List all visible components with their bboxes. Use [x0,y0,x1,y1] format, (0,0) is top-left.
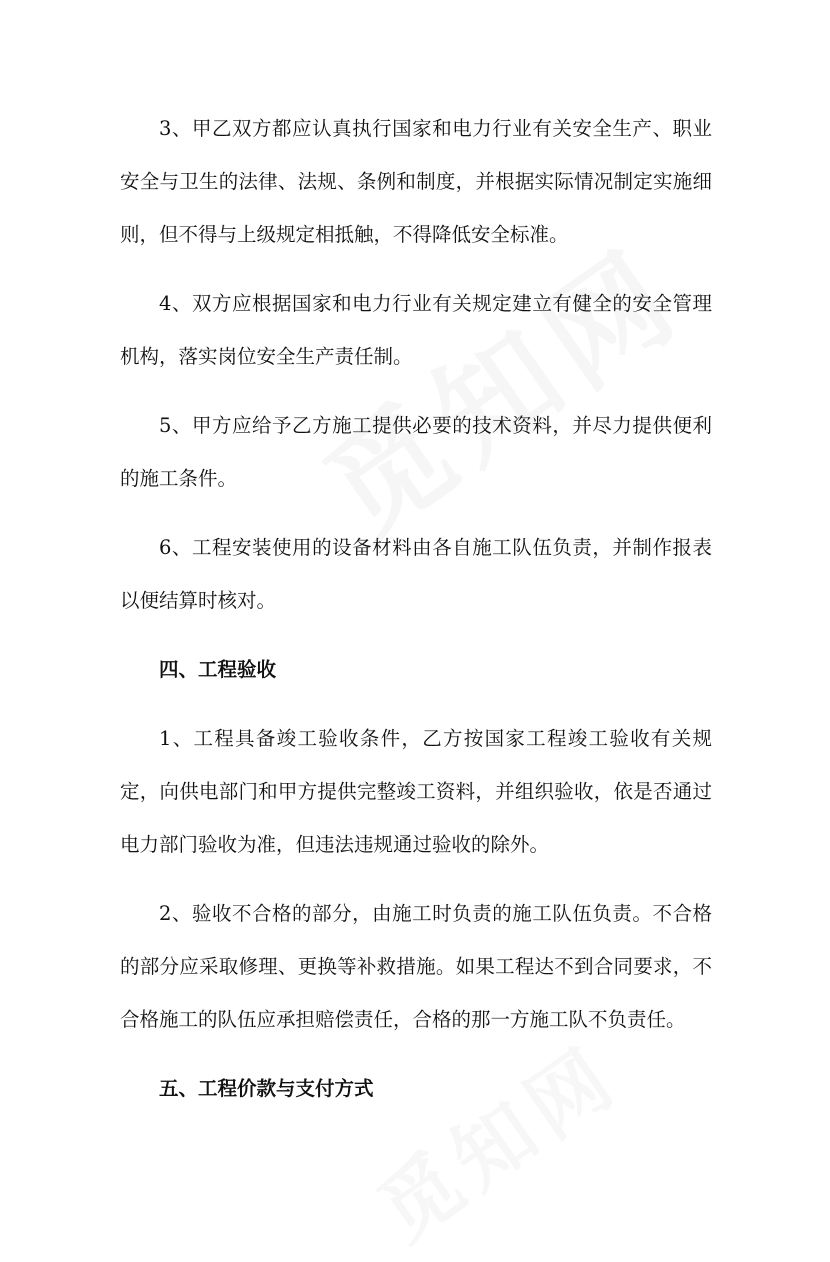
document-body [120,102,712,1131]
acceptance-paragraph-2: 2、验收不合格的部分，由施工时负责的施工队伍负责。不合格的部分应采取修理、更换等补救措施。如果工程达不到合同要求，不合格施工的队伍应承担赔偿责任，合格的那一方施工队不负责任。 [120,902,712,1031]
section-heading-acceptance: 四、工程验收 [159,658,277,681]
paragraph-5: 5、甲方应给予乙方施工提供必要的技术资料，并尽力提供便利的施工条件。 [120,414,712,490]
acceptance-paragraph-1: 1、工程具备竣工验收条件，乙方按国家工程竣工验收有关规定，向供电部门和甲方提供完整竣工资料，并组织验收，依是否通过电力部门验收为准，但违法违规通过验收的除外。 [120,727,712,856]
section-heading-payment: 五、工程价款与支付方式 [159,1077,374,1100]
paragraph-6: 6、工程安装使用的设备材料由各自施工队伍负责，并制作报表以便结算时核对。 [120,536,712,612]
paragraph-3: 3、甲乙双方都应认真执行国家和电力行业有关安全生产、职业安全与卫生的法律、法规、条例和制度，并根据实际情况制定实施细则，但不得与上级规定相抵触，不得降低安全标准。 [120,117,712,246]
paragraph-4: 4、双方应根据国家和电力行业有关规定建立有健全的安全管理机构，落实岗位安全生产责任制。 [120,292,712,368]
